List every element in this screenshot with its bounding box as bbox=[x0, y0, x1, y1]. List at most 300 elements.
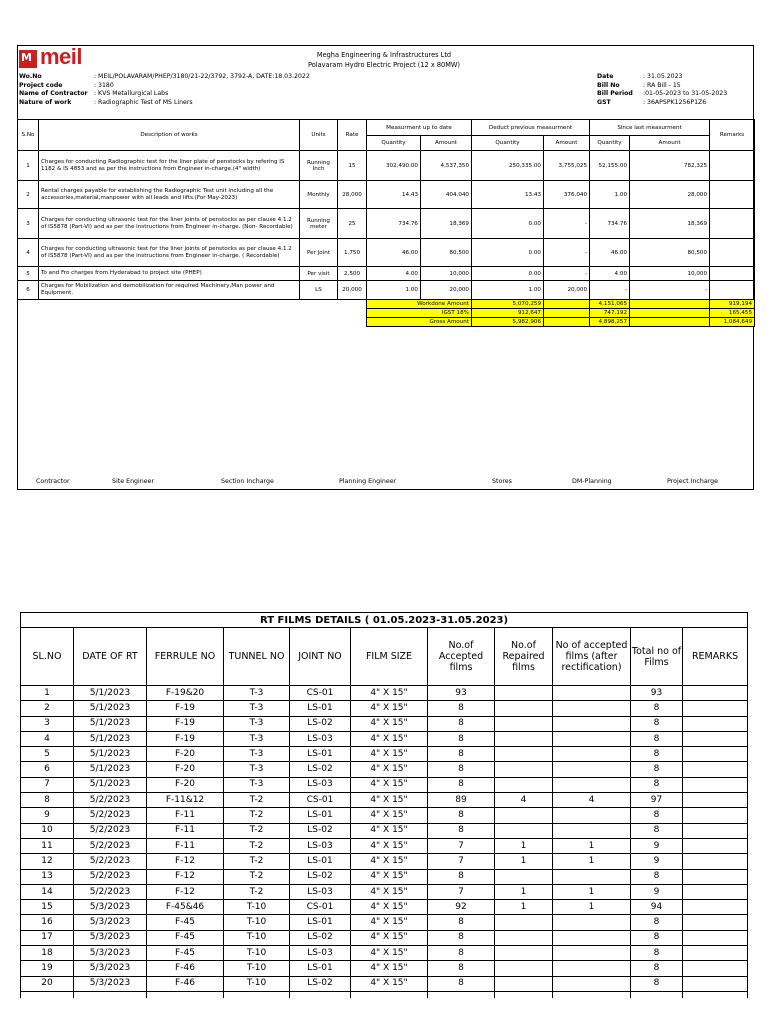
rt-header-cell: FERRULE NO bbox=[147, 628, 224, 686]
bill-cell-a3: 80,500 bbox=[630, 239, 710, 267]
rt-cell: 1 bbox=[495, 884, 553, 899]
rt-cell: 1 bbox=[553, 884, 631, 899]
meta-value: : 3180 bbox=[94, 81, 114, 89]
rt-cell: 17 bbox=[21, 930, 74, 945]
rt-cell: 5/2/2023 bbox=[74, 838, 147, 853]
bill-cell-desc: Charges for Mobilization and demobilization for required Machinery,Man power and Equipment. bbox=[39, 281, 300, 300]
rt-cell: 8 bbox=[428, 701, 495, 716]
bill-subheader-amt: Amount bbox=[630, 136, 710, 151]
rt-cell: 8 bbox=[631, 930, 683, 945]
rt-header-cell: FILM SIZE bbox=[351, 628, 428, 686]
rt-cell: 4" X 15" bbox=[351, 823, 428, 838]
bill-cell-a3: 782,325 bbox=[630, 151, 710, 181]
rt-cell: T-3 bbox=[224, 716, 290, 731]
company-name: Megha Engineering & Infrastructures Ltd bbox=[316, 51, 452, 59]
rt-cell: LS-02 bbox=[290, 823, 351, 838]
rt-cell: 1 bbox=[495, 838, 553, 853]
bill-cell-desc: Charges for conducting ultrasonic test for the liner joints of penstocks as per clause 4.1.2 of IS5878 (Part-VI) and as per the instructions from Engineer in-charge. ( Recordable) bbox=[39, 239, 300, 267]
rt-cell: 15 bbox=[21, 900, 74, 915]
rt-cell: T-10 bbox=[224, 976, 290, 991]
rt-cell bbox=[553, 777, 631, 792]
bill-subheader-qty: Quantity bbox=[367, 136, 421, 151]
rt-cell: 8 bbox=[631, 976, 683, 991]
rt-cell: 13 bbox=[21, 869, 74, 884]
project-title: Polavaram Hydro Electric Project (12 x 80MW) bbox=[307, 61, 461, 69]
rt-cell bbox=[683, 777, 748, 792]
meta-label: Wo.No bbox=[19, 73, 42, 80]
rt-header-cell: No of accepted films (after rectification) bbox=[553, 628, 631, 686]
bill-total-row bbox=[18, 309, 755, 318]
meta-row bbox=[19, 90, 310, 99]
rt-cell: LS-02 bbox=[290, 976, 351, 991]
logo-mark-letter: M bbox=[21, 51, 32, 64]
rt-cell: LS-01 bbox=[290, 747, 351, 762]
bill-cell-a1: 18,369 bbox=[421, 209, 472, 239]
bill-cell-a1: 20,000 bbox=[421, 281, 472, 300]
bill-header-rate: Rate bbox=[338, 120, 367, 151]
rt-cell-partial bbox=[351, 991, 428, 998]
bill-subheader-qty: Quantity bbox=[590, 136, 630, 151]
bill-cell-remarks bbox=[710, 267, 755, 281]
rt-cell: 7 bbox=[428, 838, 495, 853]
rt-cell: 16 bbox=[21, 915, 74, 930]
rt-cell: 4" X 15" bbox=[351, 976, 428, 991]
rt-cell bbox=[553, 747, 631, 762]
rt-cell: T-2 bbox=[224, 838, 290, 853]
rt-cell bbox=[553, 930, 631, 945]
rt-cell: 92 bbox=[428, 900, 495, 915]
bill-cell-q2: 250,335.00 bbox=[472, 151, 544, 181]
bill-header-since: Since last measurment bbox=[590, 120, 710, 136]
rt-cell: F-19 bbox=[147, 731, 224, 746]
rt-cell: F-12 bbox=[147, 869, 224, 884]
rt-cell: 8 bbox=[631, 823, 683, 838]
rt-cell: 8 bbox=[631, 716, 683, 731]
rt-cell: 4 bbox=[495, 793, 553, 808]
rt-cell-partial bbox=[683, 991, 748, 998]
meta-value: : RA Bill - 15 bbox=[643, 81, 681, 89]
bill-cell-q3: 1.00 bbox=[590, 181, 630, 209]
meta-label: Bill No bbox=[597, 81, 620, 89]
rt-cell bbox=[495, 808, 553, 823]
rt-cell-partial bbox=[428, 991, 495, 998]
rt-cell: 8 bbox=[428, 976, 495, 991]
rt-row-partial bbox=[21, 991, 748, 998]
bill-total-since: 165,455 bbox=[710, 309, 755, 318]
rt-row bbox=[21, 900, 748, 915]
rt-cell: 5/2/2023 bbox=[74, 884, 147, 899]
bill-cell-a2: 20,000 bbox=[544, 281, 590, 300]
rt-header-cell: No.of Repaired films bbox=[495, 628, 553, 686]
bill-total-row bbox=[18, 300, 755, 309]
rt-cell: 4" X 15" bbox=[351, 808, 428, 823]
rt-cell: T-3 bbox=[224, 762, 290, 777]
rt-cell: T-3 bbox=[224, 731, 290, 746]
rt-cell: 8 bbox=[21, 793, 74, 808]
rt-cell: 4" X 15" bbox=[351, 930, 428, 945]
rt-header-cell: SL.NO bbox=[21, 628, 74, 686]
rt-cell: 5/2/2023 bbox=[74, 869, 147, 884]
meta-row bbox=[597, 99, 727, 108]
bill-cell-sno: 2 bbox=[18, 181, 39, 209]
rt-cell: 9 bbox=[631, 884, 683, 899]
rt-cell: 12 bbox=[21, 854, 74, 869]
rt-cell: 4" X 15" bbox=[351, 686, 428, 701]
rt-cell bbox=[495, 716, 553, 731]
bill-total-since: 919,194 bbox=[710, 300, 755, 309]
rt-cell: 5/1/2023 bbox=[74, 777, 147, 792]
rt-header-cell: JOINT NO bbox=[290, 628, 351, 686]
bill-header-prev: Deduct previous measurment bbox=[472, 120, 590, 136]
rt-cell bbox=[683, 701, 748, 716]
rt-cell: CS-01 bbox=[290, 793, 351, 808]
bill-row bbox=[18, 239, 755, 267]
rt-cell bbox=[495, 747, 553, 762]
rt-title: RT FILMS DETAILS ( 01.05.2023-31.05.2023) bbox=[21, 613, 748, 628]
meta-label: Bill Period bbox=[597, 90, 633, 98]
signature-label: DM-Planning bbox=[572, 478, 612, 485]
rt-cell: F-20 bbox=[147, 777, 224, 792]
bill-cell-q2: 13.43 bbox=[472, 181, 544, 209]
rt-row bbox=[21, 823, 748, 838]
rt-cell: 19 bbox=[21, 961, 74, 976]
rt-cell: F-12 bbox=[147, 884, 224, 899]
rt-films-table bbox=[20, 612, 748, 998]
rt-cell bbox=[495, 731, 553, 746]
bill-total-upto: 5,070,259 bbox=[472, 300, 544, 309]
rt-cell: 14 bbox=[21, 884, 74, 899]
rt-cell: 8 bbox=[428, 869, 495, 884]
bill-row bbox=[18, 267, 755, 281]
rt-cell-partial bbox=[631, 991, 683, 998]
rt-cell: 5/1/2023 bbox=[74, 731, 147, 746]
rt-cell: CS-01 bbox=[290, 686, 351, 701]
meta-label: Nature of work bbox=[19, 99, 72, 107]
rt-cell: T-10 bbox=[224, 961, 290, 976]
rt-cell: T-3 bbox=[224, 686, 290, 701]
bill-cell-a2: - bbox=[544, 267, 590, 281]
bill-cell-a2: - bbox=[544, 209, 590, 239]
rt-cell bbox=[683, 808, 748, 823]
rt-cell bbox=[495, 915, 553, 930]
rt-row bbox=[21, 808, 748, 823]
bill-row bbox=[18, 151, 755, 181]
rt-cell: 8 bbox=[631, 731, 683, 746]
bill-cell-desc: Charges for conducting ultrasonic test for the liner joints of penstocks as per clause 4.1.2 of IS5878 (Part-VI) and as per the instructions from Engineer in-charge. (Non- Recordable) bbox=[39, 209, 300, 239]
rt-cell: 4" X 15" bbox=[351, 762, 428, 777]
rt-row bbox=[21, 701, 748, 716]
rt-cell bbox=[495, 961, 553, 976]
bill-cell-q1: 1.00 bbox=[367, 281, 421, 300]
bill-total-prev: 4,898,257 bbox=[590, 318, 630, 327]
meta-label: Project code bbox=[19, 81, 63, 89]
bill-cell-desc: Rental charges payable for establishing the Radiographic Test unit including all the accessories,material,manpower with all leads and lifts.(For May-2023) bbox=[39, 181, 300, 209]
rt-cell: 5/1/2023 bbox=[74, 762, 147, 777]
rt-row bbox=[21, 731, 748, 746]
rt-row bbox=[21, 716, 748, 731]
rt-cell: 1 bbox=[553, 838, 631, 853]
bill-cell-rate: 2,500 bbox=[338, 267, 367, 281]
rt-cell: 1 bbox=[495, 854, 553, 869]
rt-cell bbox=[683, 747, 748, 762]
rt-row bbox=[21, 915, 748, 930]
rt-cell bbox=[495, 823, 553, 838]
bill-total-row bbox=[18, 318, 755, 327]
bill-cell-a2: 3,755,025 bbox=[544, 151, 590, 181]
rt-cell: T-10 bbox=[224, 900, 290, 915]
bill-cell-a3: 10,000 bbox=[630, 267, 710, 281]
rt-cell: LS-02 bbox=[290, 869, 351, 884]
rt-cell: 94 bbox=[631, 900, 683, 915]
bill-header-sno: S.No bbox=[18, 120, 39, 151]
rt-cell: 1 bbox=[495, 900, 553, 915]
rt-cell bbox=[553, 946, 631, 961]
rt-cell: 2 bbox=[21, 701, 74, 716]
rt-cell: 1 bbox=[553, 854, 631, 869]
bill-cell-a2: - bbox=[544, 239, 590, 267]
rt-cell: 5/3/2023 bbox=[74, 976, 147, 991]
rt-cell: LS-01 bbox=[290, 854, 351, 869]
rt-cell bbox=[683, 716, 748, 731]
rt-cell bbox=[495, 762, 553, 777]
rt-row bbox=[21, 854, 748, 869]
rt-cell: F-11&12 bbox=[147, 793, 224, 808]
rt-cell: T-2 bbox=[224, 808, 290, 823]
bill-cell-remarks bbox=[710, 209, 755, 239]
meta-value: :01-05-2023 to 31-05-2023 bbox=[643, 90, 728, 98]
rt-cell bbox=[683, 930, 748, 945]
meta-label: Date bbox=[597, 73, 614, 80]
rt-cell: T-3 bbox=[224, 701, 290, 716]
bill-cell-q2: 0.00 bbox=[472, 209, 544, 239]
rt-row bbox=[21, 686, 748, 701]
bill-row bbox=[18, 281, 755, 300]
rt-cell: LS-02 bbox=[290, 762, 351, 777]
bill-cell-units: LS bbox=[300, 281, 338, 300]
rt-cell: 5/1/2023 bbox=[74, 716, 147, 731]
rt-cell: 8 bbox=[428, 716, 495, 731]
rt-cell: 8 bbox=[428, 762, 495, 777]
rt-header-cell: No.of Accepted films bbox=[428, 628, 495, 686]
rt-cell bbox=[553, 716, 631, 731]
rt-cell bbox=[683, 976, 748, 991]
bill-cell-sno: 5 bbox=[18, 267, 39, 281]
signature-label: Site Engineer bbox=[112, 478, 155, 485]
bill-header-desc: Description of works bbox=[39, 120, 300, 151]
rt-cell: LS-02 bbox=[290, 930, 351, 945]
rt-cell bbox=[683, 731, 748, 746]
rt-row bbox=[21, 976, 748, 991]
rt-cell: 4" X 15" bbox=[351, 838, 428, 853]
rt-cell bbox=[553, 808, 631, 823]
rt-cell: 5/3/2023 bbox=[74, 930, 147, 945]
rt-header-cell: TUNNEL NO bbox=[224, 628, 290, 686]
rt-cell-partial bbox=[147, 991, 224, 998]
rt-cell: 5/2/2023 bbox=[74, 808, 147, 823]
rt-cell: F-45 bbox=[147, 946, 224, 961]
rt-cell bbox=[553, 701, 631, 716]
rt-cell: 93 bbox=[631, 686, 683, 701]
rt-cell: 4" X 15" bbox=[351, 915, 428, 930]
rt-cell: T-3 bbox=[224, 777, 290, 792]
meta-row bbox=[19, 73, 310, 82]
rt-cell bbox=[683, 793, 748, 808]
rt-cell: 8 bbox=[428, 731, 495, 746]
rt-cell: F-19 bbox=[147, 716, 224, 731]
rt-cell: 4" X 15" bbox=[351, 793, 428, 808]
rt-cell: 5/3/2023 bbox=[74, 915, 147, 930]
rt-cell: F-46 bbox=[147, 976, 224, 991]
rt-cell bbox=[683, 686, 748, 701]
bill-cell-sno: 1 bbox=[18, 151, 39, 181]
rt-cell bbox=[553, 823, 631, 838]
rt-cell-partial bbox=[21, 991, 74, 998]
rt-cell: T-2 bbox=[224, 869, 290, 884]
rt-cell: LS-03 bbox=[290, 884, 351, 899]
rt-row bbox=[21, 838, 748, 853]
rt-cell: 5/3/2023 bbox=[74, 946, 147, 961]
rt-cell: 8 bbox=[428, 946, 495, 961]
rt-cell: T-3 bbox=[224, 747, 290, 762]
rt-cell: LS-01 bbox=[290, 701, 351, 716]
rt-header-cell: DATE OF RT bbox=[74, 628, 147, 686]
bill-header-units: Units bbox=[300, 120, 338, 151]
bill-total-prev: 747,192 bbox=[590, 309, 630, 318]
rt-cell bbox=[495, 976, 553, 991]
rt-cell: 9 bbox=[631, 838, 683, 853]
rt-cell: F-19&20 bbox=[147, 686, 224, 701]
rt-cell: 93 bbox=[428, 686, 495, 701]
rt-cell: F-12 bbox=[147, 854, 224, 869]
rt-cell: 20 bbox=[21, 976, 74, 991]
bill-row bbox=[18, 209, 755, 239]
bill-total-empty bbox=[544, 300, 590, 309]
meta-label: GST bbox=[597, 99, 611, 107]
rt-cell bbox=[553, 961, 631, 976]
meta-row bbox=[597, 73, 727, 82]
bill-cell-a1: 10,000 bbox=[421, 267, 472, 281]
rt-cell: 8 bbox=[631, 762, 683, 777]
rt-cell bbox=[683, 915, 748, 930]
rt-row bbox=[21, 946, 748, 961]
bill-cell-q1: 4.00 bbox=[367, 267, 421, 281]
bill-table bbox=[17, 119, 755, 327]
rt-cell: 5/1/2023 bbox=[74, 747, 147, 762]
bill-total-blank bbox=[18, 318, 367, 327]
rt-cell bbox=[495, 777, 553, 792]
signature-label: Contractor bbox=[36, 478, 70, 485]
bill-total-since: 1,084,649 bbox=[710, 318, 755, 327]
rt-cell: 3 bbox=[21, 716, 74, 731]
rt-cell bbox=[683, 869, 748, 884]
rt-cell: 8 bbox=[631, 777, 683, 792]
bill-cell-rate: 15 bbox=[338, 151, 367, 181]
rt-cell-partial bbox=[553, 991, 631, 998]
bill-cell-remarks bbox=[710, 151, 755, 181]
rt-cell: 7 bbox=[428, 854, 495, 869]
rt-cell: LS-01 bbox=[290, 808, 351, 823]
bill-total-label: Gross Amount bbox=[367, 318, 472, 327]
rt-cell-partial bbox=[74, 991, 147, 998]
rt-cell: 4" X 15" bbox=[351, 777, 428, 792]
rt-cell: 4 bbox=[553, 793, 631, 808]
bill-cell-q3: 46.00 bbox=[590, 239, 630, 267]
rt-cell: 8 bbox=[631, 869, 683, 884]
rt-cell: 4" X 15" bbox=[351, 869, 428, 884]
bill-total-upto: 912,647 bbox=[472, 309, 544, 318]
bill-total-prev: 4,151,065 bbox=[590, 300, 630, 309]
rt-cell-partial bbox=[290, 991, 351, 998]
meta-value: : KVS Metallurgical Labs bbox=[94, 90, 169, 98]
rt-cell bbox=[495, 701, 553, 716]
meta-row bbox=[19, 99, 310, 108]
meta-row bbox=[597, 82, 727, 91]
bill-cell-rate: 20,000 bbox=[338, 281, 367, 300]
bill-cell-units: Monthly bbox=[300, 181, 338, 209]
rt-cell bbox=[553, 762, 631, 777]
bill-cell-desc: To and Fro charges from Hyderabad to project site (PHEP) bbox=[39, 267, 300, 281]
bill-cell-units: Per visit bbox=[300, 267, 338, 281]
bill-cell-q3: - bbox=[590, 281, 630, 300]
bill-meta-left bbox=[19, 73, 310, 108]
rt-cell: 5/1/2023 bbox=[74, 701, 147, 716]
rt-cell: LS-03 bbox=[290, 946, 351, 961]
rt-cell: LS-01 bbox=[290, 961, 351, 976]
rt-cell: 5/3/2023 bbox=[74, 900, 147, 915]
bill-cell-a2: 376,040 bbox=[544, 181, 590, 209]
rt-cell: 4" X 15" bbox=[351, 701, 428, 716]
rt-cell bbox=[683, 762, 748, 777]
rt-cell: F-45 bbox=[147, 915, 224, 930]
bill-total-upto: 5,982,906 bbox=[472, 318, 544, 327]
rt-cell: 4" X 15" bbox=[351, 747, 428, 762]
rt-cell bbox=[553, 731, 631, 746]
rt-cell: 8 bbox=[428, 808, 495, 823]
rt-cell: T-10 bbox=[224, 946, 290, 961]
bill-total-empty bbox=[630, 318, 710, 327]
rt-cell bbox=[683, 854, 748, 869]
bill-cell-a3: - bbox=[630, 281, 710, 300]
signature-label: Stores bbox=[492, 478, 512, 485]
bill-total-label: Workdone Amount bbox=[367, 300, 472, 309]
rt-cell-partial bbox=[495, 991, 553, 998]
rt-cell bbox=[495, 930, 553, 945]
rt-cell: 4 bbox=[21, 731, 74, 746]
bill-header-remarks: Remarks bbox=[710, 120, 755, 151]
bill-cell-sno: 6 bbox=[18, 281, 39, 300]
bill-meta-right bbox=[597, 73, 727, 108]
rt-row bbox=[21, 930, 748, 945]
bill-header-upto: Measurment up to date bbox=[367, 120, 472, 136]
signature-label: Planning Engineer bbox=[339, 478, 397, 485]
rt-cell bbox=[553, 686, 631, 701]
bill-subheader-amt: Amount bbox=[544, 136, 590, 151]
signature-label: Section Incharge bbox=[221, 478, 274, 485]
bill-cell-remarks bbox=[710, 239, 755, 267]
bill-cell-a1: 80,500 bbox=[421, 239, 472, 267]
rt-cell: F-45&46 bbox=[147, 900, 224, 915]
rt-cell: 4" X 15" bbox=[351, 961, 428, 976]
rt-row bbox=[21, 869, 748, 884]
meta-label: Name of Contractor bbox=[19, 90, 88, 98]
bill-cell-q3: 734.76 bbox=[590, 209, 630, 239]
rt-cell: 89 bbox=[428, 793, 495, 808]
rt-row bbox=[21, 762, 748, 777]
bill-cell-q2: 0.00 bbox=[472, 239, 544, 267]
bill-total-empty bbox=[630, 300, 710, 309]
rt-cell-partial bbox=[224, 991, 290, 998]
rt-cell: 5 bbox=[21, 747, 74, 762]
